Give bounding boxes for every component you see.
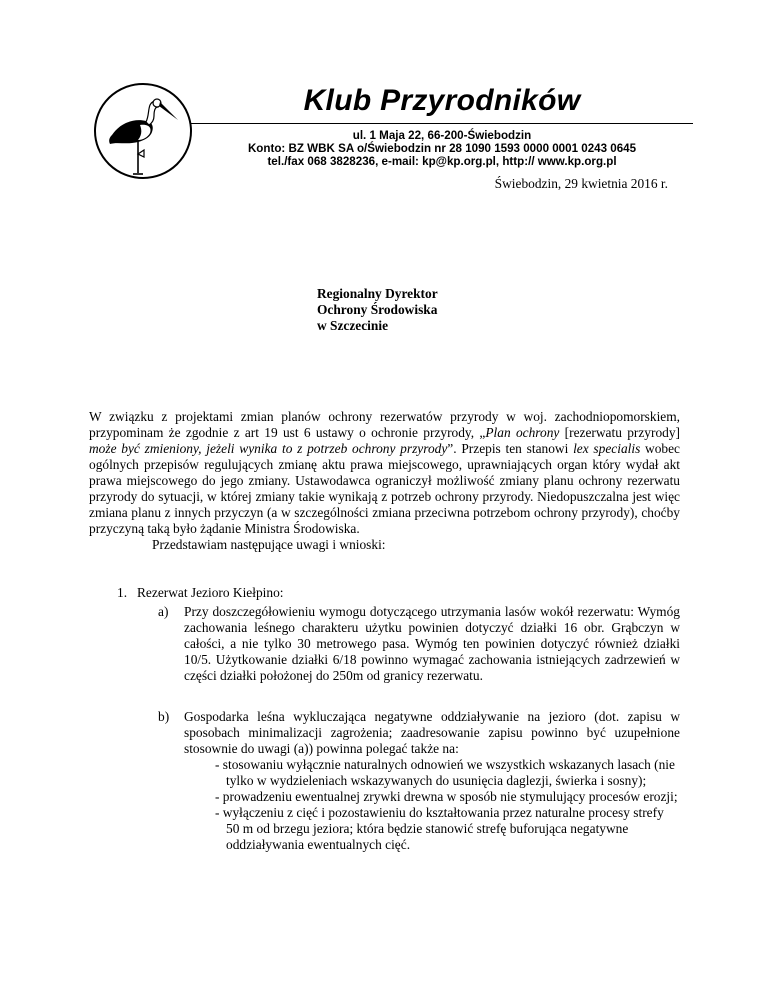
address-line: ul. 1 Maja 22, 66-200-Świebodzin <box>352 129 532 142</box>
intro-text <box>89 409 680 553</box>
lex-specialis: lex specialis <box>573 441 641 456</box>
sub-item-b <box>158 709 680 853</box>
header-divider <box>190 123 693 124</box>
bullet-item: - wyłączeniu z cięć i pozostawieniu do kształtowania przez naturalne procesy strefy 50 m od brzegu jeziora; która będzie stanowić strefę buforująca negatywne oddziaływania ewentualnych cięć. <box>215 805 664 852</box>
sub-item-text: Przy doszczegółowieniu wymogu dotyczącego utrzymania lasów wokół rezerwatu: Wymóg zachowania leśnego charakteru użytku powinien dotyczyć działki 16 obr. Grąbczyn w całości, a nie tylko 30 metrowego pasa. Wymóg ten powinien dotyczyć również działki 10/5. Użytkowanie działki 6/18 powinno wymagać zachowania istniejących zadrzewień w części działki położonej do 250m od granicy rezerwatu. <box>184 604 680 683</box>
sub-item-letter: a) <box>158 604 169 619</box>
stork-logo-icon <box>92 80 194 182</box>
intro-text-part: ”. Przepis ten stanowi <box>447 441 574 456</box>
recipient-line-3: w Szczecinie <box>317 318 389 333</box>
item-title: Rezerwat Jezioro Kiełpino: <box>137 585 284 600</box>
intro-text-part: W związku z projektami zmian planów ochrony rezerwatów przyrody w woj. zachodniopomorskiem, przypominam że zgodnie z art 19 ust 6 ustawy o ochronie przyrody, „ <box>89 409 680 440</box>
intro-text-part: [rezerwatu przyrody] <box>559 425 680 440</box>
bullet-item: - prowadzeniu ewentualnej zrywki drewna w sposób nie stymulujący procesów erozji; <box>215 789 678 804</box>
quote-plan-ochrony: Plan ochrony <box>485 425 560 440</box>
intro-text-part: wobec ogólnych przepisów regulujących zmianę aktu prawa miejscowego, uprawniających organ który wydał akt prawa miejscowego do jego zmiany. Ustawodawca ograniczył możliwość zmiany planu ochrony rezerwatu przyrody do sytuacji, w której zmiany takie wynikają z potrzeb ochrony przyrody. Niedopuszczalna jest więc zmiana planu z innych przyczyn (a w szczególności zmiana przeciwna potrzebom ochrony przyrody), choćby przyczyną taką było żądanie Ministra Środowiska. <box>89 441 681 536</box>
item-number: 1. <box>117 585 128 600</box>
recipient-line-1: Regionalny Dyrektor <box>317 286 438 301</box>
intro-paragraph <box>89 409 680 537</box>
recipient-line-2: Ochrony Środowiska <box>317 302 438 317</box>
sub-item-a <box>158 604 680 684</box>
bank-account-line: Konto: BZ WBK SA o/Świebodzin nr 28 1090 1593 0000 0001 0243 0645 <box>247 142 637 155</box>
date-line: Świebodzin, 29 kwietnia 2016 r. <box>494 176 668 191</box>
sub-item-letter: b) <box>158 709 170 724</box>
intro-lead-in: Przedstawiam następujące uwagi i wnioski: <box>152 537 386 552</box>
quote-legal-provision: może być zmieniony, jeżeli wynika to z potrzeb ochrony przyrody <box>89 441 448 456</box>
sub-item-text: Gospodarka leśna wykluczająca negatywne oddziaływanie na jezioro (dot. zapisu w sposobach minimalizacji zagrożenia; zaadresowanie zapisu powinno być uzupełnione stosownie do uwagi (a)) powinna polegać także na: <box>184 709 680 756</box>
organization-name: Klub Przyrodników <box>303 84 581 117</box>
bullet-item: - stosowaniu wyłącznie naturalnych odnowień we wszystkich wskazanych lasach (nie tylko w wydzieleniach wskazywanych do usunięcia daglezji, świerka i sosny); <box>215 757 675 788</box>
bullet-list <box>215 757 680 853</box>
recipient-block <box>317 286 438 334</box>
contact-line: tel./fax 068 3828236, e-mail: kp@kp.org.pl, http:// www.kp.org.pl <box>267 155 617 168</box>
